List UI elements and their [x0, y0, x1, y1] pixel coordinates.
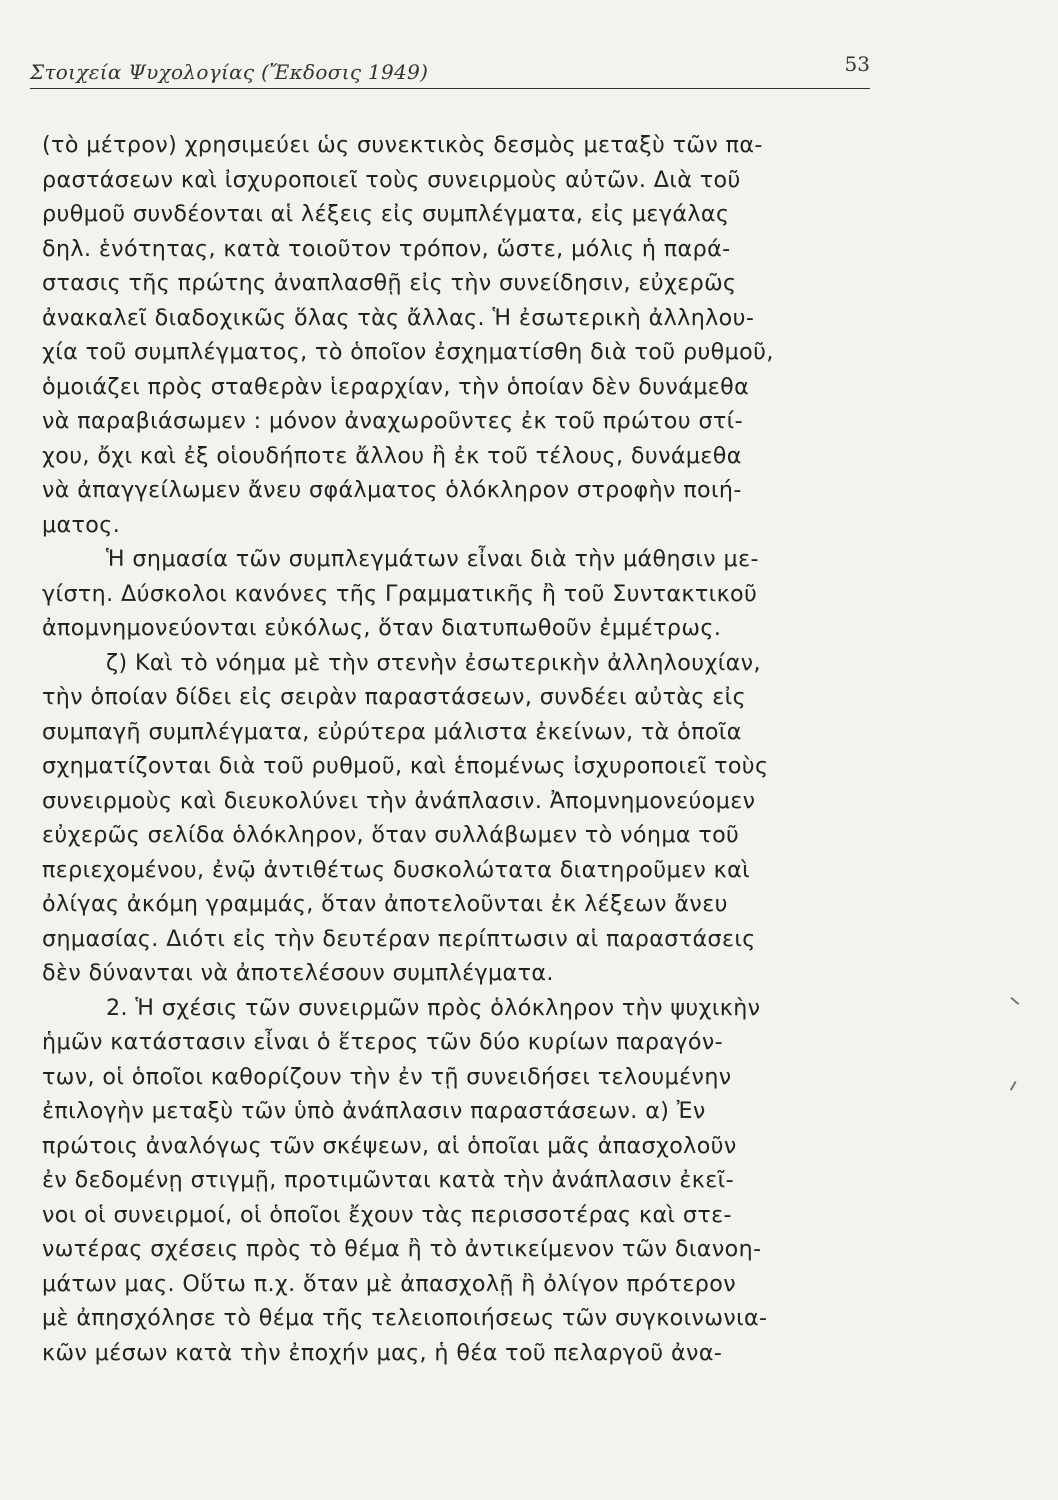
text-line: ὀλίγας ἀκόμη γραμμάς, ὅταν ἀποτελοῦνται ἐκ λέξεων ἄνευ	[42, 891, 728, 917]
paragraph-start-line: ζ) Καὶ τὸ νόημα μὲ τὴν στενὴν ἐσωτερικὴν ἀλληλουχίαν,	[106, 649, 761, 676]
text-line: ἐπιλογὴν μεταξὺ τῶν ὑπὸ ἀνάπλασιν παραστάσεων. α) Ἐν	[42, 1098, 706, 1124]
text-line: ἡμῶν κατάστασιν εἶναι ὁ ἕτερος τῶν δύο κυρίων παραγόν-	[42, 1029, 724, 1055]
text-line: (τὸ μέτρον) χρησιμεύει ὡς συνεκτικὸς δεσμὸς μεταξὺ τῶν πα-	[42, 132, 763, 158]
text-line: ὁμοιάζει πρὸς σταθερὰν ἱεραρχίαν, τὴν ὁποίαν δὲν δυνάμεθα	[42, 373, 750, 400]
text-line: μὲ ἀπησχόλησε τὸ θέμα τῆς τελειοποιήσεως τῶν συγκοινωνια-	[42, 1305, 768, 1331]
text-line: συμπαγῆ συμπλέγματα, εὐρύτερα μάλιστα ἐκείνων, τὰ ὁποῖα	[42, 718, 742, 745]
text-line: περιεχομένου, ἐνῷ ἀντιθέτως δυσκολώτατα διατηροῦμεν καὶ	[42, 856, 751, 883]
text-line: ματος.	[42, 511, 121, 538]
text-line: εὐχερῶς σελίδα ὁλόκληρον, ὅταν συλλάβωμεν τὸ νόημα τοῦ	[42, 822, 740, 848]
section-heading-line: 2. Ἡ σχέσις τῶν συνειρμῶν πρὸς ὁλόκληρον τὴν ψυχικὴν	[106, 994, 761, 1021]
margin-mark	[1011, 997, 1020, 1005]
text-line: νοι οἱ συνειρμοί, οἱ ὁποῖοι ἔχουν τὰς περισσοτέρας καὶ στε-	[42, 1201, 732, 1228]
text-line: χου, ὄχι καὶ ἐξ οἱουδήποτε ἄλλου ἢ ἐκ τοῦ τέλους, δυνάμεθα	[42, 442, 742, 469]
text-line: συνειρμοὺς καὶ διευκολύνει τὴν ἀνάπλασιν. Ἀπομνημονεύομεν	[42, 787, 756, 814]
text-line: των, οἱ ὁποῖοι καθορίζουν τὴν ἐν τῇ συνειδήσει τελουμένην	[42, 1063, 732, 1090]
margin-mark	[1010, 1081, 1016, 1090]
text-line: τὴν ὁποίαν δίδει εἰς σειρὰν παραστάσεων, συνδέει αὐτὰς εἰς	[42, 684, 746, 710]
text-line: σχηματίζονται διὰ τοῦ ρυθμοῦ, καὶ ἑπομένως ἰσχυροποιεῖ τοὺς	[42, 753, 769, 779]
text-line: μάτων μας. Οὕτω π.χ. ὅταν μὲ ἀπασχολῇ ἢ ὀλίγον πρότερον	[42, 1270, 736, 1297]
text-line: ἀπομνημονεύονται εὐκόλως, ὅταν διατυπωθοῦν ἐμμέτρως.	[42, 615, 722, 641]
text-line: πρώτοις ἀναλόγως τῶν σκέψεων, αἱ ὁποῖαι μᾶς ἀπασχολοῦν	[42, 1132, 737, 1159]
paragraph-start-line: Ἡ σημασία τῶν συμπλεγμάτων εἶναι διὰ τὴν μάθησιν με-	[106, 546, 759, 572]
text-line: ραστάσεων καὶ ἰσχυροποιεῖ τοὺς συνειρμοὺς αὐτῶν. Διὰ τοῦ	[42, 166, 741, 193]
text-line: γίστη. Δύσκολοι κανόνες τῆς Γραμματικῆς ἢ τοῦ Συντακτικοῦ	[42, 580, 758, 607]
page-number: 53	[844, 52, 870, 76]
text-line: ρυθμοῦ συνδέονται αἱ λέξεις εἰς συμπλέγματα, εἰς μεγάλας	[42, 201, 730, 227]
text-line: νὰ παραβιάσωμεν : μόνον ἀναχωροῦντες ἐκ τοῦ πρώτου στί-	[42, 408, 743, 434]
text-line: δηλ. ἑνότητας, κατὰ τοιοῦτον τρόπον, ὥστε, μόλις ἡ παρά-	[42, 235, 731, 262]
page-header	[30, 48, 870, 89]
text-line: χία τοῦ συμπλέγματος, τὸ ὁποῖον ἐσχηματίσθη διὰ τοῦ ρυθμοῦ,	[42, 339, 774, 365]
text-line: νωτέρας σχέσεις πρὸς τὸ θέμα ἢ τὸ ἀντικείμενον τῶν διανοη-	[42, 1236, 762, 1262]
text-line: κῶν μέσων κατὰ τὴν ἐποχήν μας, ἡ θέα τοῦ πελαργοῦ ἀνα-	[42, 1339, 723, 1366]
text-line: σημασίας. Διότι εἰς τὴν δευτέραν περίπτωσιν αἱ παραστάσεις	[42, 925, 756, 952]
text-line: νὰ ἀπαγγείλωμεν ἄνευ σφάλματος ὁλόκληρον στροφὴν ποιή-	[42, 477, 742, 503]
text-line: δὲν δύνανται νὰ ἀποτελέσουν συμπλέγματα.	[42, 960, 554, 986]
text-line: ἐν δεδομένῃ στιγμῇ, προτιμῶνται κατὰ τὴν ἀνάπλασιν ἐκεῖ-	[42, 1167, 734, 1193]
body-text	[42, 128, 882, 1370]
text-line: στασις τῆς πρώτης ἀναπλασθῇ εἰς τὴν συνείδησιν, εὐχερῶς	[42, 270, 737, 296]
text-line: ἀνακαλεῖ διαδοχικῶς ὅλας τὰς ἄλλας. Ἡ ἐσωτερικὴ ἀλληλου-	[42, 304, 755, 331]
running-title: Στοιχεία Ψυχολογίας (Ἔκδοσις 1949)	[30, 60, 429, 84]
